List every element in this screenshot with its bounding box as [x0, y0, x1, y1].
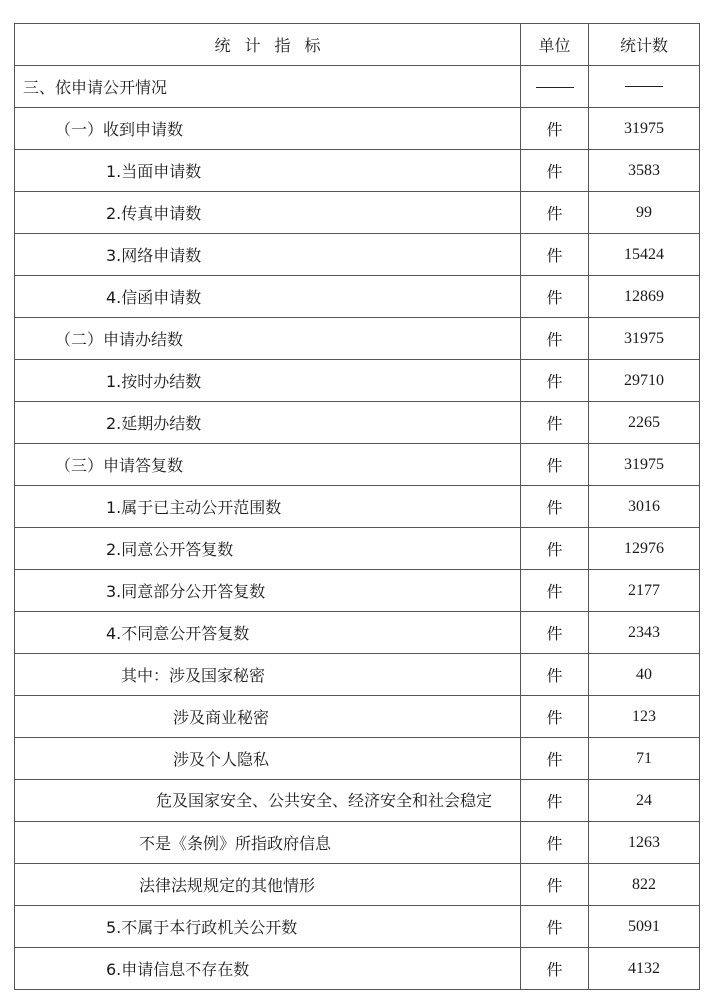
indicator-cell: 1.按时办结数 — [15, 360, 521, 402]
unit-cell: 件 — [521, 402, 589, 444]
value-cell: 71 — [589, 738, 700, 780]
unit-cell: 件 — [521, 234, 589, 276]
table-row — [15, 108, 700, 150]
unit-cell: 件 — [521, 864, 589, 906]
value-cell — [589, 66, 700, 108]
dash-mark — [625, 86, 663, 87]
table-row — [15, 822, 700, 864]
unit-cell: 件 — [521, 150, 589, 192]
table-row — [15, 66, 700, 108]
table-row — [15, 948, 700, 990]
unit-cell: 件 — [521, 528, 589, 570]
value-cell: 2343 — [589, 612, 700, 654]
statistics-table — [14, 23, 700, 990]
indicator-cell: 2.延期办结数 — [15, 402, 521, 444]
indicator-cell: 涉及个人隐私 — [15, 738, 521, 780]
value-cell: 2177 — [589, 570, 700, 612]
indicator-cell: 其中：涉及国家秘密 — [15, 654, 521, 696]
header-row — [15, 24, 700, 66]
value-cell: 31975 — [589, 318, 700, 360]
value-cell: 31975 — [589, 444, 700, 486]
table-row — [15, 192, 700, 234]
indicator-cell: 2.传真申请数 — [15, 192, 521, 234]
table-row — [15, 276, 700, 318]
unit-cell: 件 — [521, 612, 589, 654]
value-cell: 99 — [589, 192, 700, 234]
unit-cell: 件 — [521, 108, 589, 150]
table-row — [15, 654, 700, 696]
table-row — [15, 150, 700, 192]
indicator-cell: （二）申请办结数 — [15, 318, 521, 360]
value-cell: 3583 — [589, 150, 700, 192]
value-cell: 2265 — [589, 402, 700, 444]
header-indicator: 统计指标 — [15, 24, 521, 66]
indicator-cell: 2.同意公开答复数 — [15, 528, 521, 570]
indicator-cell: 3.同意部分公开答复数 — [15, 570, 521, 612]
table-row — [15, 696, 700, 738]
unit-cell: 件 — [521, 738, 589, 780]
table-row — [15, 486, 700, 528]
value-cell: 12869 — [589, 276, 700, 318]
value-cell: 1263 — [589, 822, 700, 864]
table-row — [15, 444, 700, 486]
unit-cell: 件 — [521, 318, 589, 360]
unit-cell: 件 — [521, 906, 589, 948]
unit-cell: 件 — [521, 192, 589, 234]
value-cell: 5091 — [589, 906, 700, 948]
table-body — [15, 66, 700, 990]
table-row — [15, 570, 700, 612]
unit-cell: 件 — [521, 486, 589, 528]
unit-cell: 件 — [521, 570, 589, 612]
indicator-cell: （三）申请答复数 — [15, 444, 521, 486]
unit-cell: 件 — [521, 276, 589, 318]
value-cell: 29710 — [589, 360, 700, 402]
unit-cell: 件 — [521, 696, 589, 738]
indicator-cell: 危及国家安全、公共安全、经济安全和社会稳定 — [15, 780, 521, 822]
table-row — [15, 234, 700, 276]
table-row — [15, 318, 700, 360]
header-value: 统计数 — [589, 24, 700, 66]
indicator-cell: 4.不同意公开答复数 — [15, 612, 521, 654]
table-row — [15, 906, 700, 948]
value-cell: 822 — [589, 864, 700, 906]
unit-cell — [521, 66, 589, 108]
indicator-cell: 4.信函申请数 — [15, 276, 521, 318]
unit-cell: 件 — [521, 948, 589, 990]
table-row — [15, 360, 700, 402]
value-cell: 123 — [589, 696, 700, 738]
table-row — [15, 864, 700, 906]
table-row — [15, 780, 700, 822]
value-cell: 15424 — [589, 234, 700, 276]
indicator-cell: 1.当面申请数 — [15, 150, 521, 192]
value-cell: 40 — [589, 654, 700, 696]
indicator-cell: 5.不属于本行政机关公开数 — [15, 906, 521, 948]
value-cell: 12976 — [589, 528, 700, 570]
value-cell: 3016 — [589, 486, 700, 528]
indicator-cell: 三、依申请公开情况 — [15, 66, 521, 108]
table-row — [15, 402, 700, 444]
table-row — [15, 738, 700, 780]
dash-mark — [536, 87, 574, 88]
unit-cell: 件 — [521, 444, 589, 486]
indicator-cell: 法律法规规定的其他情形 — [15, 864, 521, 906]
indicator-cell: 3.网络申请数 — [15, 234, 521, 276]
unit-cell: 件 — [521, 780, 589, 822]
indicator-cell: 涉及商业秘密 — [15, 696, 521, 738]
indicator-cell: 1.属于已主动公开范围数 — [15, 486, 521, 528]
value-cell: 24 — [589, 780, 700, 822]
indicator-cell: 6.申请信息不存在数 — [15, 948, 521, 990]
table-row — [15, 612, 700, 654]
table-row — [15, 528, 700, 570]
value-cell: 31975 — [589, 108, 700, 150]
unit-cell: 件 — [521, 360, 589, 402]
indicator-cell: （一）收到申请数 — [15, 108, 521, 150]
unit-cell: 件 — [521, 654, 589, 696]
unit-cell: 件 — [521, 822, 589, 864]
value-cell: 4132 — [589, 948, 700, 990]
header-unit: 单位 — [521, 24, 589, 66]
indicator-cell: 不是《条例》所指政府信息 — [15, 822, 521, 864]
